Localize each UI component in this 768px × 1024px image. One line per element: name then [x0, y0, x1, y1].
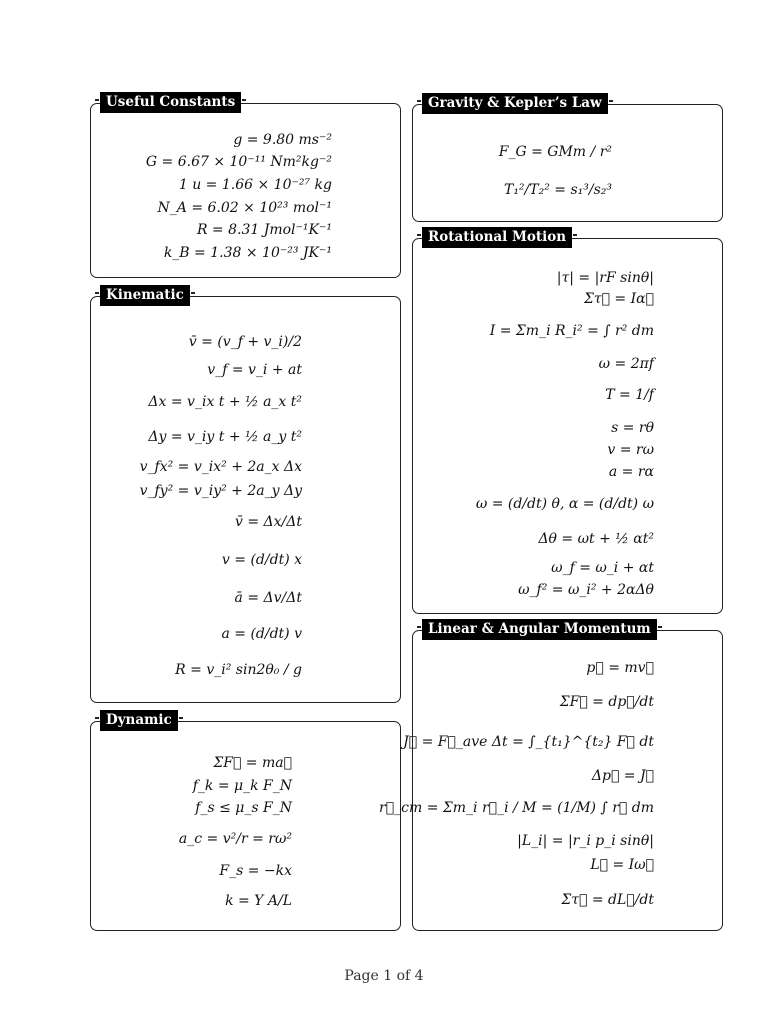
- kinematic-title: Kinematic: [100, 285, 190, 306]
- equation: ΣF⃗ = dp⃗/dt: [559, 694, 654, 710]
- equation: G = 6.67 × 10⁻¹¹ Nm²kg⁻²: [145, 154, 332, 170]
- gravity-kepler-box: [412, 95, 723, 222]
- equation: k_B = 1.38 × 10⁻²³ JK⁻¹: [163, 245, 332, 261]
- equation: |L_i| = |r_i p_i sinθ|: [517, 833, 654, 849]
- equation: T₁²/T₂² = s₁³/s₂³: [503, 182, 612, 198]
- equation: v̄ = Δx/Δt: [235, 514, 302, 530]
- equation: a = rα: [608, 464, 654, 480]
- linear-angular-momentum-title: Linear & Angular Momentum: [422, 619, 657, 640]
- equation: T = 1/f: [605, 387, 654, 403]
- dynamic-title: Dynamic: [100, 710, 178, 731]
- linear-angular-momentum-box: [379, 621, 723, 931]
- equation: Στ⃗ = dL⃗/dt: [561, 892, 654, 908]
- equation: |τ| = |rF sinθ|: [556, 270, 654, 286]
- equation: Δp⃗ = J⃗: [591, 768, 654, 784]
- equation: a = (d/dt) v: [221, 626, 302, 642]
- equation: R = 8.31 Jmol⁻¹K⁻¹: [196, 222, 332, 238]
- page-number: Page 1 of 4: [344, 968, 424, 984]
- equation: ā = Δv/Δt: [234, 590, 302, 606]
- equation: ω_f = ω_i + αt: [551, 560, 654, 576]
- useful-constants-box: [90, 94, 401, 278]
- equation: ΣF⃗ = ma⃗: [213, 755, 292, 771]
- equation: v = rω: [607, 442, 654, 458]
- equation: ω = 2πf: [598, 356, 654, 372]
- rotational-motion-title: Rotational Motion: [422, 227, 572, 248]
- equation: v_f = v_i + at: [207, 362, 302, 378]
- equation: Δx = v_ix t + ½ a_x t²: [148, 394, 302, 410]
- equation: Δθ = ωt + ½ αt²: [538, 531, 654, 547]
- equation: s = rθ: [611, 420, 654, 436]
- equation: a_c = v²/r = rω²: [178, 831, 292, 847]
- equation: v = (d/dt) x: [221, 552, 302, 568]
- equation: f_k = μ_k F_N: [192, 778, 292, 794]
- equation: F_G = GMm / r²: [498, 144, 612, 160]
- equation: v_fx² = v_ix² + 2a_x Δx: [139, 459, 302, 475]
- equation: Δy = v_iy t + ½ a_y t²: [148, 429, 302, 445]
- equation: g = 9.80 ms⁻²: [233, 132, 332, 148]
- equation: J⃗ = F⃗_ave Δt = ∫_{t₁}^{t₂} F⃗ dt: [403, 734, 654, 750]
- equation: 1 u = 1.66 × 10⁻²⁷ kg: [178, 177, 332, 193]
- equation: p⃗ = mv⃗: [586, 660, 654, 676]
- gravity-kepler-title: Gravity & Kepler’s Law: [422, 93, 608, 114]
- equation: f_s ≤ μ_s F_N: [195, 800, 292, 816]
- kinematic-box: [90, 287, 401, 703]
- equation: ω = (d/dt) θ, α = (d/dt) ω: [475, 496, 654, 512]
- equation: k = Y A/L: [225, 893, 292, 909]
- equation: N_A = 6.02 × 10²³ mol⁻¹: [157, 200, 332, 216]
- equation: L⃗ = Iω⃗: [590, 857, 654, 873]
- dynamic-box: [90, 712, 401, 931]
- equation: Στ⃗ = Iα⃗: [583, 291, 654, 307]
- equation: F_s = −kx: [219, 863, 292, 879]
- rotational-motion-box: [412, 229, 723, 614]
- useful-constants-title: Useful Constants: [100, 92, 241, 113]
- equation: v̄ = (v_f + v_i)/2: [188, 334, 302, 350]
- equation: ω_f² = ω_i² + 2αΔθ: [518, 582, 654, 598]
- equation: r⃗_cm = Σm_i r⃗_i / M = (1/M) ∫ r⃗ dm: [379, 800, 654, 816]
- equation: I = Σm_i R_i² = ∫ r² dm: [489, 323, 654, 339]
- equation: v_fy² = v_iy² + 2a_y Δy: [139, 483, 302, 499]
- equation: R = v_i² sin2θ₀ / g: [175, 662, 302, 678]
